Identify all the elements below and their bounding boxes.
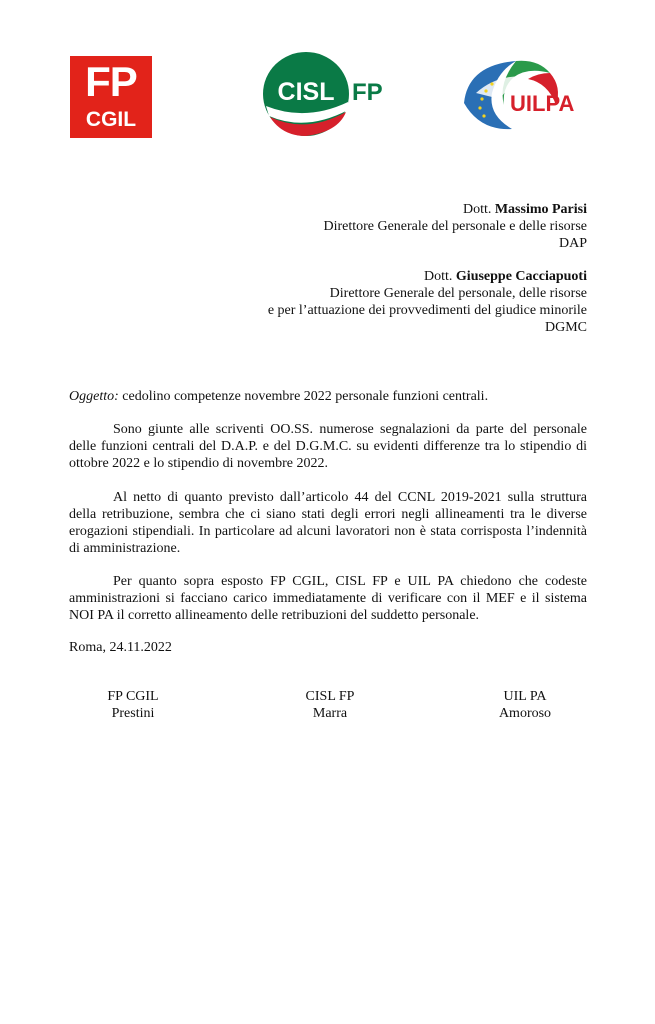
- signature-cisl-fp: [270, 688, 390, 722]
- addressee-dap-prefix: Dott.: [462, 202, 495, 217]
- addressee-dap: [323, 201, 587, 252]
- addressee-dap-role: Direttore Generale del personale e delle risorse: [323, 219, 587, 234]
- addressee-dgmc-prefix: Dott.: [424, 269, 456, 284]
- cisl-fp-logo-graphic: [262, 50, 392, 138]
- addressee-dgmc-role-2: e per l’attuazione dei provvedimenti del giudice minorile: [267, 303, 587, 318]
- signature-org: CISL FP: [305, 689, 355, 704]
- subject-label: Oggetto:: [69, 389, 119, 404]
- fp-cgil-logo-box: [70, 56, 152, 138]
- uil-pa-logo-text: UILPA: [510, 91, 575, 116]
- addressee-dgmc-dept: DGMC: [544, 320, 587, 335]
- paragraph-1: Sono giunte alle scriventi OO.SS. numerose segnalazioni da parte del personale delle funzioni centrali del D.A.P. e del D.G.M.C. su evidenti differenze tra lo stipendio di ottobre 2022 e lo stipendio di novembre 2022.: [69, 422, 587, 471]
- paragraph-3: Per quanto sopra esposto FP CGIL, CISL FP e UIL PA chiedono che codeste amministrazioni si facciano carico immediatamente di verificare con il MEF e il sistema NOI PA il corretto allineamento delle retribuzioni del suddetto personale.: [69, 574, 587, 623]
- signature-org: UIL PA: [503, 689, 547, 704]
- paragraph-2: Al netto di quanto previsto dall’articolo 44 del CCNL 2019-2021 sulla struttura della retribuzione, sembra che ci siano stati degli errori negli allineamenti tra le diverse erogazioni stipendiali. In particolare ad alcuni lavoratori non è stata corrisposta l’indennità di amministrazione.: [69, 490, 587, 556]
- addressee-dap-name-line: [323, 201, 587, 218]
- signature-uil-pa: [465, 688, 585, 722]
- fp-cgil-logo: [70, 56, 152, 138]
- subject-line: [69, 388, 587, 405]
- addressee-dgmc-role-1: Direttore Generale del personale, delle risorse: [329, 286, 587, 301]
- signature-org: FP CGIL: [107, 689, 159, 704]
- signature-fp-cgil: [73, 688, 193, 722]
- signature-name: Marra: [312, 706, 348, 721]
- cisl-fp-logo-cisl: CISL: [277, 78, 335, 106]
- cisl-fp-logo-fp: FP: [352, 79, 383, 106]
- subject-text: cedolino competenze novembre 2022 personale funzioni centrali.: [118, 389, 489, 404]
- addressee-dgmc-name: Giuseppe Cacciapuoti: [455, 269, 587, 284]
- fp-cgil-logo-fp: FP: [85, 58, 137, 105]
- fp-cgil-logo-cgil: CGIL: [85, 108, 137, 131]
- addressee-dap-name: Massimo Parisi: [494, 202, 587, 217]
- signature-name: Amoroso: [498, 706, 552, 721]
- signature-name: Prestini: [111, 706, 155, 721]
- uil-pa-logo-graphic: [458, 53, 586, 141]
- uil-pa-logo: [458, 53, 586, 141]
- addressee-dap-dept: DAP: [558, 236, 587, 251]
- cisl-fp-logo: [262, 50, 392, 138]
- addressee-dgmc-name-line: [268, 268, 587, 285]
- place-date: Roma, 24.11.2022: [69, 640, 172, 655]
- addressee-dgmc: [268, 268, 587, 336]
